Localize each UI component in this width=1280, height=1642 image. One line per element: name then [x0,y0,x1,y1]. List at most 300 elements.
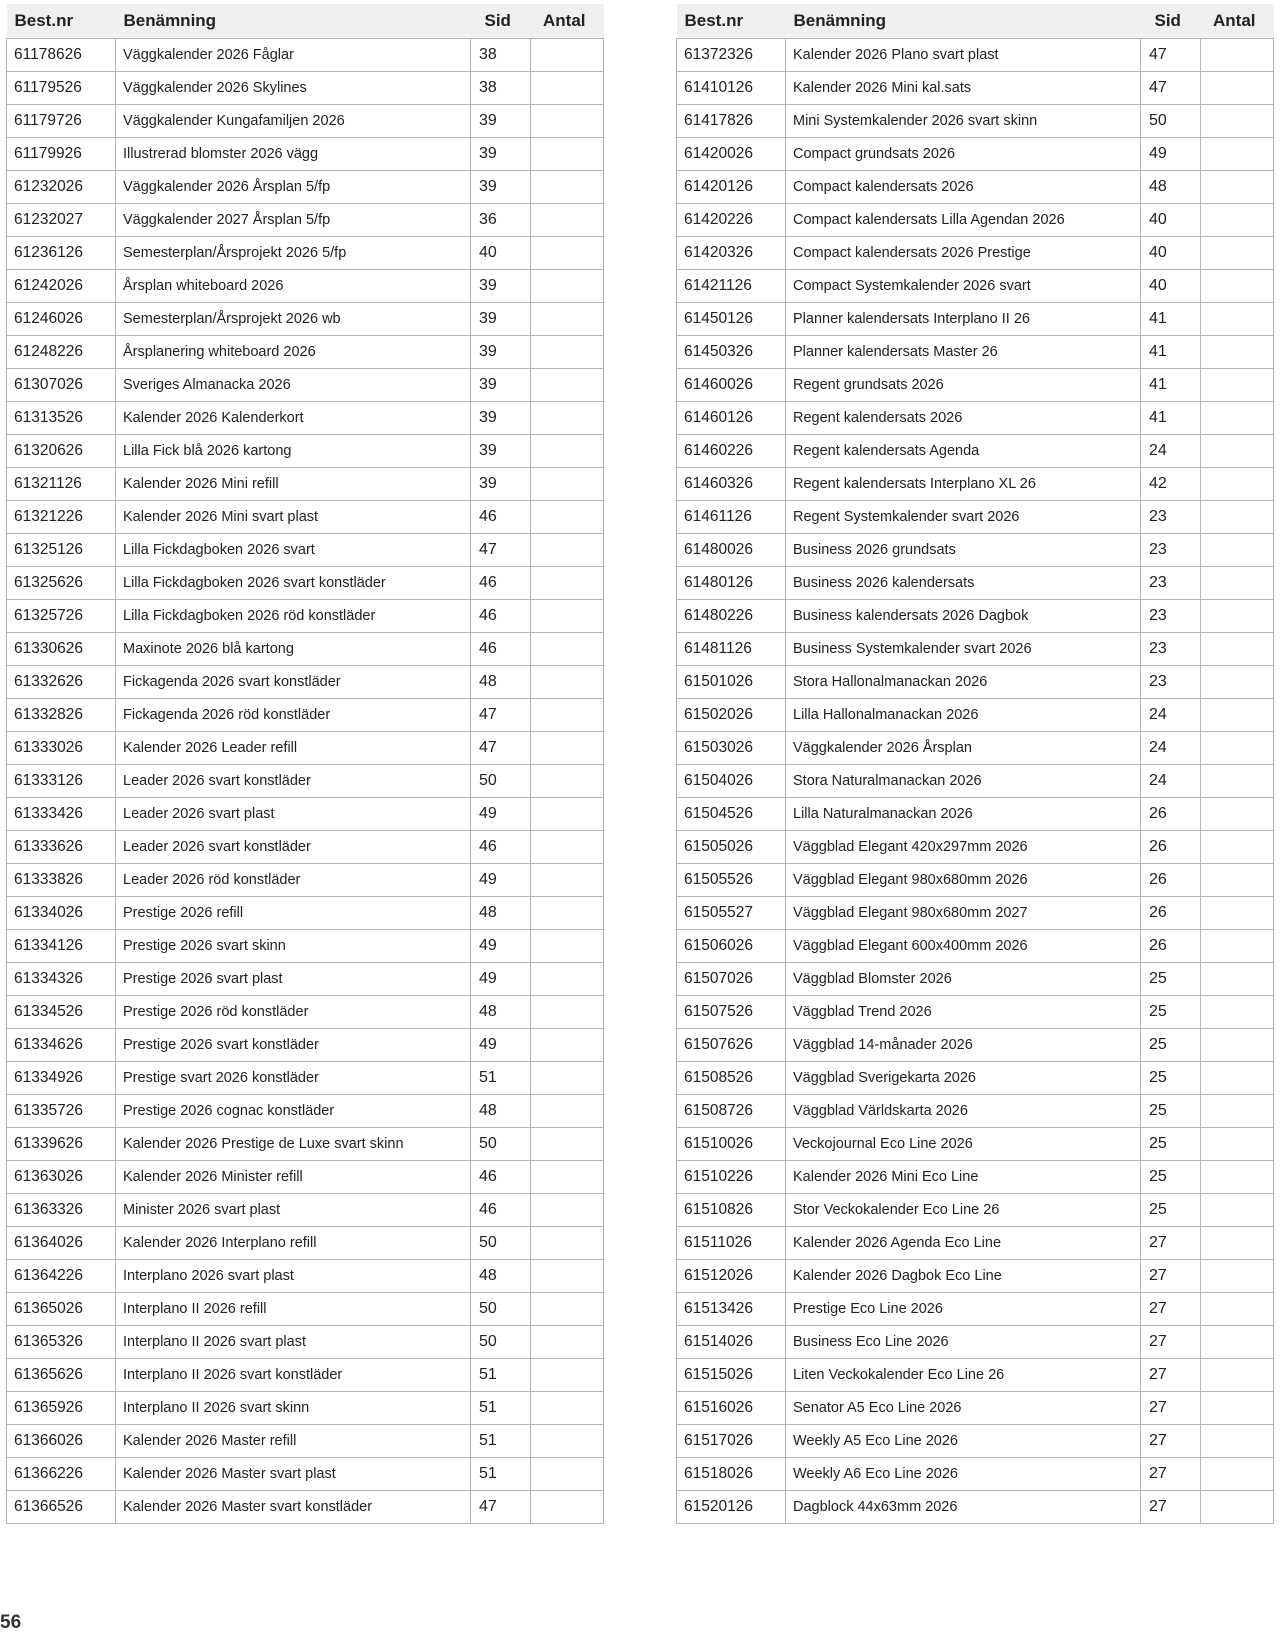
cell-quantity-input[interactable] [531,138,604,171]
cell-page-ref: 26 [1141,831,1201,864]
table-row [677,501,1274,534]
cell-quantity-input[interactable] [531,303,604,336]
cell-article-number: 61480126 [677,567,786,600]
cell-quantity-input[interactable] [531,1095,604,1128]
cell-article-number: 61510226 [677,1161,786,1194]
cell-quantity-input[interactable] [531,699,604,732]
cell-page-ref: 36 [471,204,531,237]
cell-quantity-input[interactable] [1201,732,1274,765]
table-row [7,270,604,303]
cell-article-number: 61508726 [677,1095,786,1128]
cell-page-ref: 27 [1141,1425,1201,1458]
cell-quantity-input[interactable] [531,600,604,633]
cell-product-name: Leader 2026 svart konstläder [116,765,471,798]
cell-quantity-input[interactable] [531,39,604,72]
table-row [677,1161,1274,1194]
cell-quantity-input[interactable] [531,237,604,270]
cell-quantity-input[interactable] [1201,600,1274,633]
cell-quantity-input[interactable] [531,765,604,798]
cell-page-ref: 51 [471,1425,531,1458]
cell-quantity-input[interactable] [531,171,604,204]
cell-page-ref: 47 [471,732,531,765]
table-row [677,963,1274,996]
cell-article-number: 61510026 [677,1128,786,1161]
cell-page-ref: 50 [471,1227,531,1260]
table-row [677,468,1274,501]
cell-product-name: Prestige 2026 röd konstläder [116,996,471,1029]
cell-product-name: Prestige 2026 svart konstläder [116,1029,471,1062]
cell-quantity-input[interactable] [531,567,604,600]
cell-quantity-input[interactable] [531,204,604,237]
table-row [677,402,1274,435]
cell-product-name: Maxinote 2026 blå kartong [116,633,471,666]
table-row [677,765,1274,798]
cell-quantity-input[interactable] [531,633,604,666]
table-row [677,1260,1274,1293]
cell-page-ref: 50 [1141,105,1201,138]
table-row [7,633,604,666]
table-row [7,1194,604,1227]
cell-quantity-input[interactable] [531,501,604,534]
table-row [7,138,604,171]
table-row [7,468,604,501]
cell-article-number: 61503026 [677,732,786,765]
cell-page-ref: 51 [471,1458,531,1491]
cell-quantity-input[interactable] [1201,1425,1274,1458]
cell-page-ref: 25 [1141,963,1201,996]
table-row [677,237,1274,270]
cell-article-number: 61517026 [677,1425,786,1458]
cell-quantity-input[interactable] [531,1359,604,1392]
cell-quantity-input[interactable] [1201,237,1274,270]
cell-article-number: 61179526 [7,72,116,105]
cell-quantity-input[interactable] [1201,138,1274,171]
cell-quantity-input[interactable] [531,105,604,138]
cell-product-name: Stora Hallonalmanackan 2026 [786,666,1141,699]
cell-product-name: Stor Veckokalender Eco Line 26 [786,1194,1141,1227]
table-row [677,435,1274,468]
cell-page-ref: 39 [471,105,531,138]
cell-quantity-input[interactable] [531,468,604,501]
cell-quantity-input[interactable] [1201,303,1274,336]
cell-product-name: Regent kalendersats Agenda [786,435,1141,468]
cell-article-number: 61325626 [7,567,116,600]
cell-page-ref: 39 [471,435,531,468]
table-row [7,864,604,897]
cell-quantity-input[interactable] [1201,1359,1274,1392]
cell-product-name: Business Systemkalender svart 2026 [786,633,1141,666]
cell-product-name: Stora Naturalmanackan 2026 [786,765,1141,798]
cell-quantity-input[interactable] [531,1128,604,1161]
cell-article-number: 61460226 [677,435,786,468]
table-row [7,1458,604,1491]
cell-product-name: Prestige Eco Line 2026 [786,1293,1141,1326]
cell-quantity-input[interactable] [531,996,604,1029]
cell-quantity-input[interactable] [1201,270,1274,303]
table-row [7,1425,604,1458]
cell-article-number: 61236126 [7,237,116,270]
cell-article-number: 61511026 [677,1227,786,1260]
cell-article-number: 61504526 [677,798,786,831]
cell-article-number: 61335726 [7,1095,116,1128]
cell-product-name: Interplano II 2026 refill [116,1293,471,1326]
cell-page-ref: 25 [1141,1161,1201,1194]
cell-quantity-input[interactable] [531,798,604,831]
header-antal: Antal [531,4,604,39]
table-row [7,765,604,798]
cell-article-number: 61313526 [7,402,116,435]
cell-page-ref: 27 [1141,1293,1201,1326]
cell-article-number: 61321226 [7,501,116,534]
cell-page-ref: 41 [1141,369,1201,402]
cell-page-ref: 26 [1141,930,1201,963]
cell-quantity-input[interactable] [531,666,604,699]
cell-page-ref: 41 [1141,336,1201,369]
table-row [7,237,604,270]
cell-page-ref: 39 [471,171,531,204]
table-row [7,171,604,204]
cell-quantity-input[interactable] [1201,1491,1274,1524]
cell-quantity-input[interactable] [531,831,604,864]
cell-page-ref: 39 [471,303,531,336]
cell-product-name: Kalender 2026 Master refill [116,1425,471,1458]
cell-page-ref: 50 [471,765,531,798]
cell-quantity-input[interactable] [1201,468,1274,501]
cell-quantity-input[interactable] [531,963,604,996]
table-row [7,1161,604,1194]
cell-product-name: Interplano II 2026 svart konstläder [116,1359,471,1392]
table-row [7,72,604,105]
cell-page-ref: 49 [1141,138,1201,171]
cell-article-number: 61520126 [677,1491,786,1524]
cell-product-name: Sveriges Almanacka 2026 [116,369,471,402]
table-row [7,1128,604,1161]
cell-product-name: Väggkalender 2026 Årsplan 5/fp [116,171,471,204]
cell-quantity-input[interactable] [1201,666,1274,699]
table-row [7,930,604,963]
cell-page-ref: 40 [1141,237,1201,270]
table-row [677,930,1274,963]
cell-article-number: 61507526 [677,996,786,1029]
cell-quantity-input[interactable] [531,1260,604,1293]
cell-page-ref: 24 [1141,765,1201,798]
cell-page-ref: 38 [471,39,531,72]
cell-product-name: Planner kalendersats Master 26 [786,336,1141,369]
cell-page-ref: 47 [471,534,531,567]
cell-quantity-input[interactable] [1201,1392,1274,1425]
cell-page-ref: 27 [1141,1227,1201,1260]
cell-article-number: 61364226 [7,1260,116,1293]
cell-article-number: 61334526 [7,996,116,1029]
cell-quantity-input[interactable] [531,1161,604,1194]
table-row [7,1260,604,1293]
cell-quantity-input[interactable] [1201,402,1274,435]
cell-product-name: Kalender 2026 Mini refill [116,468,471,501]
table-row [677,732,1274,765]
cell-product-name: Interplano II 2026 svart skinn [116,1392,471,1425]
cell-product-name: Fickagenda 2026 svart konstläder [116,666,471,699]
cell-page-ref: 27 [1141,1392,1201,1425]
cell-quantity-input[interactable] [1201,1458,1274,1491]
table-row [677,600,1274,633]
cell-article-number: 61320626 [7,435,116,468]
cell-quantity-input[interactable] [1201,105,1274,138]
cell-article-number: 61504026 [677,765,786,798]
cell-quantity-input[interactable] [531,930,604,963]
table-row [677,1062,1274,1095]
cell-quantity-input[interactable] [531,336,604,369]
table-row [7,1293,604,1326]
cell-product-name: Semesterplan/Årsprojekt 2026 wb [116,303,471,336]
cell-product-name: Årsplan whiteboard 2026 [116,270,471,303]
cell-product-name: Regent kalendersats Interplano XL 26 [786,468,1141,501]
cell-product-name: Kalender 2026 Prestige de Luxe svart skinn [116,1128,471,1161]
cell-page-ref: 50 [471,1128,531,1161]
cell-quantity-input[interactable] [1201,765,1274,798]
cell-article-number: 61242026 [7,270,116,303]
cell-quantity-input[interactable] [531,897,604,930]
cell-product-name: Väggblad Trend 2026 [786,996,1141,1029]
header-bestnr: Best.nr [677,4,786,39]
cell-article-number: 61460326 [677,468,786,501]
cell-quantity-input[interactable] [1201,798,1274,831]
cell-page-ref: 47 [1141,72,1201,105]
cell-quantity-input[interactable] [531,1392,604,1425]
cell-page-ref: 51 [471,1359,531,1392]
cell-quantity-input[interactable] [531,72,604,105]
cell-product-name: Väggblad Elegant 600x400mm 2026 [786,930,1141,963]
cell-product-name: Compact Systemkalender 2026 svart [786,270,1141,303]
table-row [677,1029,1274,1062]
cell-quantity-input[interactable] [1201,1161,1274,1194]
cell-quantity-input[interactable] [531,534,604,567]
table-row [677,138,1274,171]
cell-page-ref: 47 [471,699,531,732]
cell-article-number: 61366226 [7,1458,116,1491]
cell-article-number: 61365626 [7,1359,116,1392]
cell-product-name: Väggkalender Kungafamiljen 2026 [116,105,471,138]
table-body-left [7,39,604,1524]
cell-quantity-input[interactable] [531,1194,604,1227]
cell-article-number: 61512026 [677,1260,786,1293]
cell-quantity-input[interactable] [531,1227,604,1260]
cell-quantity-input[interactable] [1201,171,1274,204]
table-row [677,1095,1274,1128]
header-sid: Sid [1141,4,1201,39]
cell-article-number: 61232026 [7,171,116,204]
cell-quantity-input[interactable] [1201,336,1274,369]
table-header-row [677,4,1274,39]
cell-quantity-input[interactable] [531,1062,604,1095]
cell-page-ref: 47 [471,1491,531,1524]
cell-article-number: 61330626 [7,633,116,666]
cell-product-name: Leader 2026 röd konstläder [116,864,471,897]
cell-quantity-input[interactable] [1201,567,1274,600]
cell-product-name: Väggkalender 2026 Fåglar [116,39,471,72]
cell-quantity-input[interactable] [531,402,604,435]
cell-page-ref: 48 [1141,171,1201,204]
cell-quantity-input[interactable] [1201,1293,1274,1326]
cell-quantity-input[interactable] [531,270,604,303]
cell-quantity-input[interactable] [1201,831,1274,864]
cell-quantity-input[interactable] [1201,369,1274,402]
table-row [677,1392,1274,1425]
cell-quantity-input[interactable] [1201,1227,1274,1260]
table-header-row [7,4,604,39]
cell-quantity-input[interactable] [1201,1029,1274,1062]
table-row [7,567,604,600]
cell-product-name: Business 2026 kalendersats [786,567,1141,600]
cell-quantity-input[interactable] [531,435,604,468]
cell-article-number: 61325126 [7,534,116,567]
cell-quantity-input[interactable] [531,1293,604,1326]
table-row [677,699,1274,732]
cell-page-ref: 23 [1141,501,1201,534]
table-row [7,1029,604,1062]
table-row [7,204,604,237]
cell-quantity-input[interactable] [531,1425,604,1458]
cell-quantity-input[interactable] [1201,699,1274,732]
cell-article-number: 61334326 [7,963,116,996]
cell-page-ref: 49 [471,1029,531,1062]
cell-product-name: Prestige 2026 refill [116,897,471,930]
table-row [677,633,1274,666]
cell-product-name: Lilla Fickdagboken 2026 svart konstläder [116,567,471,600]
table-row [677,369,1274,402]
cell-article-number: 61248226 [7,336,116,369]
cell-quantity-input[interactable] [531,1029,604,1062]
cell-quantity-input[interactable] [1201,39,1274,72]
cell-quantity-input[interactable] [1201,1326,1274,1359]
cell-article-number: 61333026 [7,732,116,765]
cell-product-name: Regent grundsats 2026 [786,369,1141,402]
cell-quantity-input[interactable] [531,1458,604,1491]
cell-article-number: 61421126 [677,270,786,303]
cell-quantity-input[interactable] [1201,864,1274,897]
cell-quantity-input[interactable] [1201,501,1274,534]
cell-quantity-input[interactable] [1201,1260,1274,1293]
cell-quantity-input[interactable] [531,1491,604,1524]
cell-article-number: 61420126 [677,171,786,204]
cell-product-name: Weekly A5 Eco Line 2026 [786,1425,1141,1458]
cell-quantity-input[interactable] [1201,72,1274,105]
cell-article-number: 61417826 [677,105,786,138]
cell-article-number: 61333626 [7,831,116,864]
cell-quantity-input[interactable] [531,369,604,402]
cell-quantity-input[interactable] [1201,963,1274,996]
cell-page-ref: 23 [1141,600,1201,633]
table-row [677,798,1274,831]
cell-article-number: 61505527 [677,897,786,930]
cell-article-number: 61518026 [677,1458,786,1491]
table-row [677,336,1274,369]
cell-page-ref: 27 [1141,1491,1201,1524]
cell-quantity-input[interactable] [1201,435,1274,468]
cell-quantity-input[interactable] [1201,930,1274,963]
cell-page-ref: 48 [471,666,531,699]
cell-product-name: Compact kalendersats 2026 [786,171,1141,204]
table-row [677,534,1274,567]
table-row [677,1227,1274,1260]
cell-quantity-input[interactable] [1201,633,1274,666]
cell-product-name: Väggblad Sverigekarta 2026 [786,1062,1141,1095]
cell-product-name: Regent Systemkalender svart 2026 [786,501,1141,534]
cell-product-name: Mini Systemkalender 2026 svart skinn [786,105,1141,138]
cell-product-name: Kalender 2026 Master svart plast [116,1458,471,1491]
cell-article-number: 61325726 [7,600,116,633]
cell-quantity-input[interactable] [531,1326,604,1359]
cell-page-ref: 49 [471,798,531,831]
table-row [7,1227,604,1260]
cell-page-ref: 47 [1141,39,1201,72]
cell-page-ref: 25 [1141,1194,1201,1227]
cell-quantity-input[interactable] [1201,897,1274,930]
table-row [7,402,604,435]
cell-quantity-input[interactable] [1201,996,1274,1029]
cell-article-number: 61366026 [7,1425,116,1458]
cell-quantity-input[interactable] [531,864,604,897]
cell-page-ref: 40 [1141,270,1201,303]
cell-article-number: 61232027 [7,204,116,237]
header-name: Benämning [786,4,1141,39]
table-row [677,303,1274,336]
cell-product-name: Illustrerad blomster 2026 vägg [116,138,471,171]
cell-page-ref: 49 [471,864,531,897]
cell-product-name: Lilla Fickdagboken 2026 röd konstläder [116,600,471,633]
cell-product-name: Väggblad 14-månader 2026 [786,1029,1141,1062]
cell-quantity-input[interactable] [531,732,604,765]
cell-page-ref: 48 [471,1095,531,1128]
cell-article-number: 61365026 [7,1293,116,1326]
table-row [7,1491,604,1524]
cell-product-name: Prestige 2026 svart skinn [116,930,471,963]
cell-product-name: Interplano 2026 svart plast [116,1260,471,1293]
cell-quantity-input[interactable] [1201,204,1274,237]
cell-quantity-input[interactable] [1201,1194,1274,1227]
cell-page-ref: 23 [1141,567,1201,600]
table-row [677,1194,1274,1227]
order-table-right [676,4,1274,1524]
cell-article-number: 61307026 [7,369,116,402]
cell-page-ref: 24 [1141,732,1201,765]
table-row [7,1392,604,1425]
cell-product-name: Fickagenda 2026 röd konstläder [116,699,471,732]
cell-page-ref: 25 [1141,1095,1201,1128]
cell-quantity-input[interactable] [1201,534,1274,567]
cell-quantity-input[interactable] [1201,1095,1274,1128]
cell-article-number: 61321126 [7,468,116,501]
cell-page-ref: 25 [1141,1062,1201,1095]
cell-product-name: Väggkalender 2026 Skylines [116,72,471,105]
cell-quantity-input[interactable] [1201,1062,1274,1095]
table-row [7,1326,604,1359]
cell-page-ref: 27 [1141,1359,1201,1392]
cell-product-name: Lilla Fickdagboken 2026 svart [116,534,471,567]
cell-article-number: 61364026 [7,1227,116,1260]
cell-article-number: 61179726 [7,105,116,138]
cell-page-ref: 39 [471,336,531,369]
cell-article-number: 61334626 [7,1029,116,1062]
cell-article-number: 61334926 [7,1062,116,1095]
cell-quantity-input[interactable] [1201,1128,1274,1161]
cell-product-name: Kalender 2026 Mini kal.sats [786,72,1141,105]
table-body-right [677,39,1274,1524]
cell-product-name: Prestige 2026 svart plast [116,963,471,996]
table-row [7,1359,604,1392]
cell-page-ref: 48 [471,1260,531,1293]
cell-page-ref: 26 [1141,864,1201,897]
cell-page-ref: 39 [471,468,531,501]
